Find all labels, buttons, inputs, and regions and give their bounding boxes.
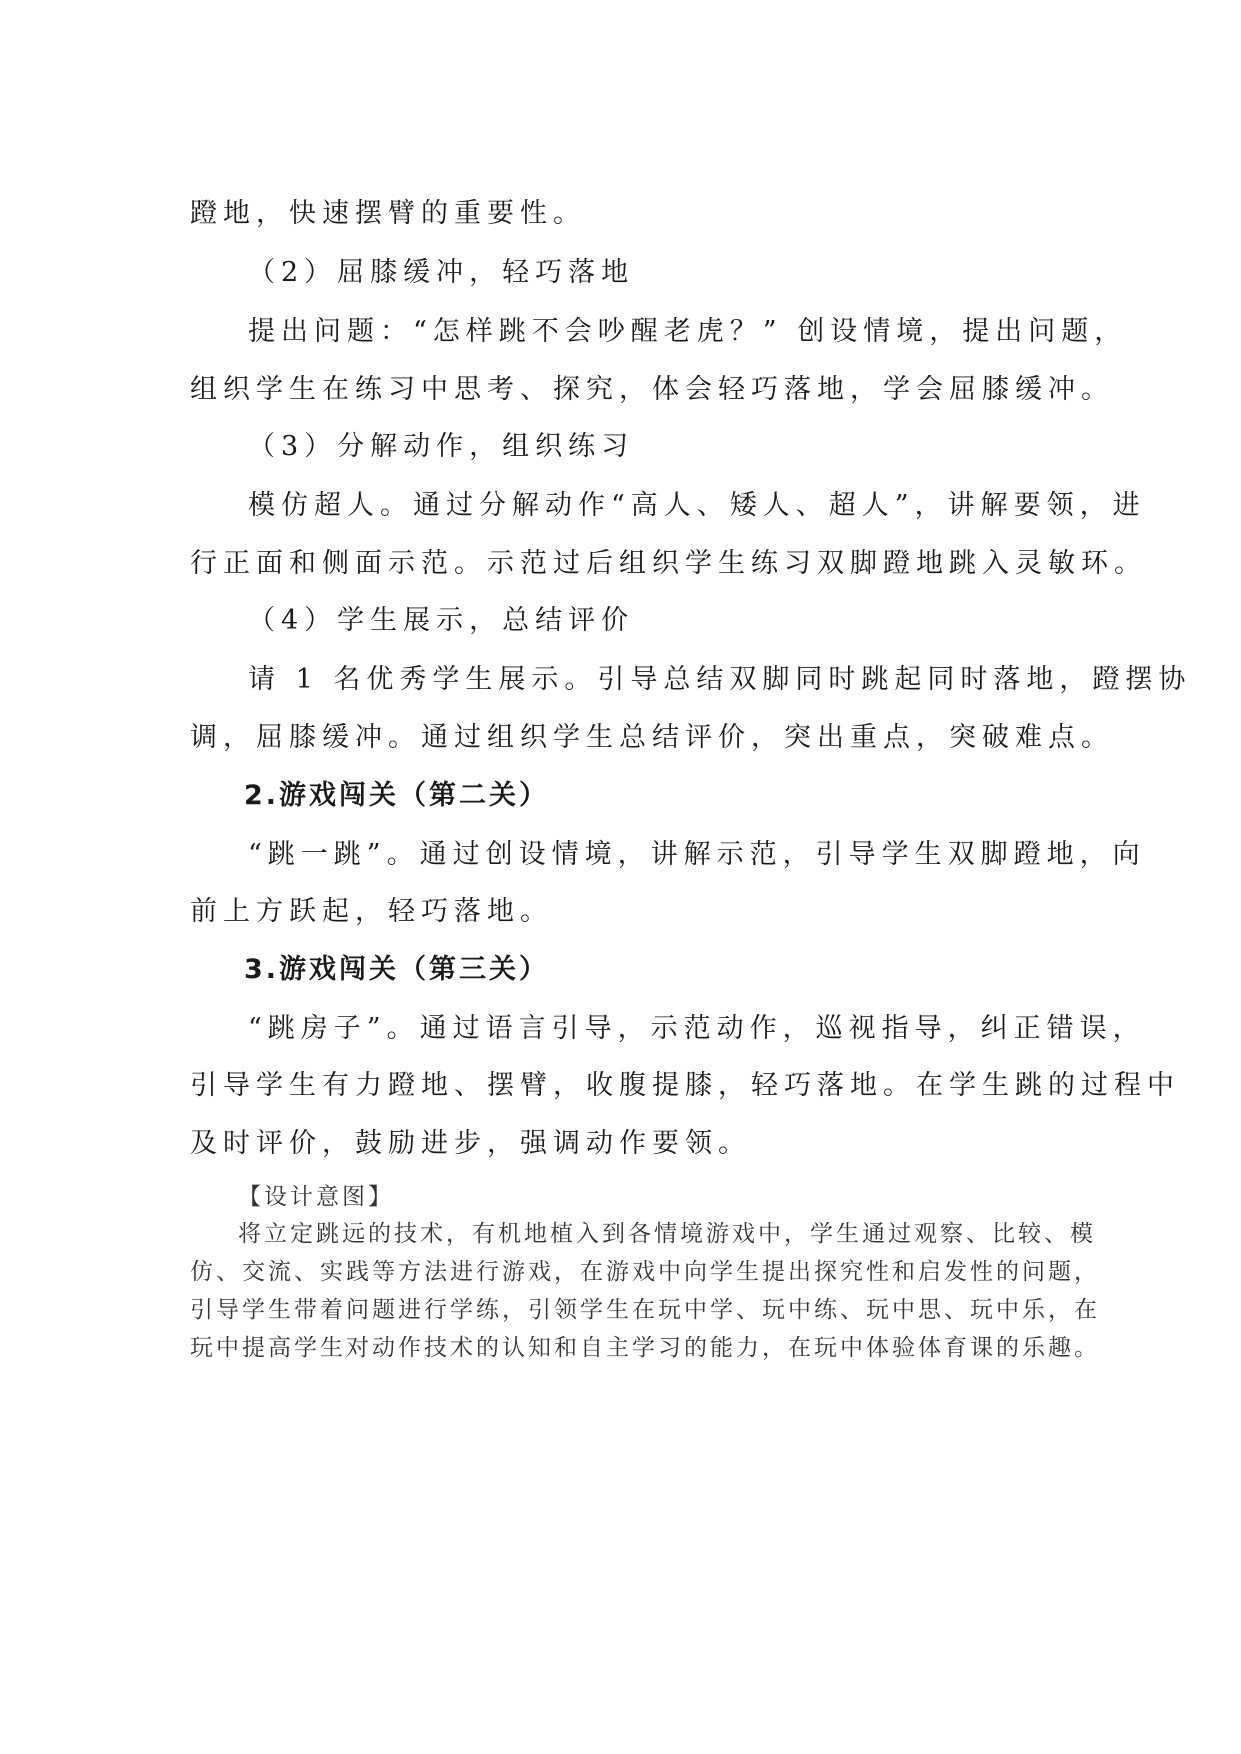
paragraph-line: 模仿超人。通过分解动作“高人、矮人、超人”，讲解要领，进 [248, 490, 1146, 521]
design-intent-label: 【设计意图】 [238, 1184, 394, 1210]
paragraph-line: 请 1 名优秀学生展示。引导总结双脚同时跳起同时落地，蹬摆协 [248, 664, 1192, 695]
design-intent-line: 仿、交流、实践等方法进行游戏，在游戏中向学生提出探究性和启发性的问题， [190, 1259, 1100, 1285]
paragraph-line: 调，屈膝缓冲。通过组织学生总结评价，突出重点，突破难点。 [190, 722, 1114, 753]
paragraph-line: 前上方跃起，轻巧落地。 [190, 896, 553, 927]
design-intent-line: 玩中提高学生对动作技术的认知和自主学习的能力，在玩中体验体育课的乐趣。 [190, 1335, 1100, 1361]
paragraph-line: 蹬地，快速摆臂的重要性。 [190, 198, 586, 229]
paragraph-line: 引导学生有力蹬地、摆臂，收腹提膝，轻巧落地。在学生跳的过程中 [190, 1070, 1180, 1101]
section-heading: 2.游戏闯关（第二关） [244, 780, 550, 811]
paragraph-line: 行正面和侧面示范。示范过后组织学生练习双脚蹬地跳入灵敏环。 [190, 548, 1147, 579]
paragraph-line: 提出问题：“怎样跳不会吵醒老虎？” 创设情境，提出问题， [248, 316, 1128, 347]
paragraph-line: 及时评价，鼓励进步，强调动作要领。 [190, 1128, 751, 1159]
section-heading: 3.游戏闯关（第三关） [244, 954, 550, 985]
subsection-title: （2）屈膝缓冲，轻巧落地 [248, 257, 635, 288]
subsection-title: （4）学生展示，总结评价 [248, 605, 635, 636]
paragraph-line: 组织学生在练习中思考、探究，体会轻巧落地，学会屈膝缓冲。 [190, 374, 1114, 405]
subsection-title: （3）分解动作，组织练习 [248, 431, 635, 462]
paragraph-line: “跳房子”。通过语言引导，示范动作，巡视指导，纠正错误， [248, 1013, 1146, 1044]
paragraph-line: “跳一跳”。通过创设情境，讲解示范，引导学生双脚蹬地，向 [248, 839, 1146, 870]
design-intent-line: 将立定跳远的技术，有机地植入到各情境游戏中，学生通过观察、比较、模 [238, 1221, 1096, 1247]
design-intent-line: 引导学生带着问题进行学练，引领学生在玩中学、玩中练、玩中思、玩中乐，在 [190, 1297, 1100, 1323]
